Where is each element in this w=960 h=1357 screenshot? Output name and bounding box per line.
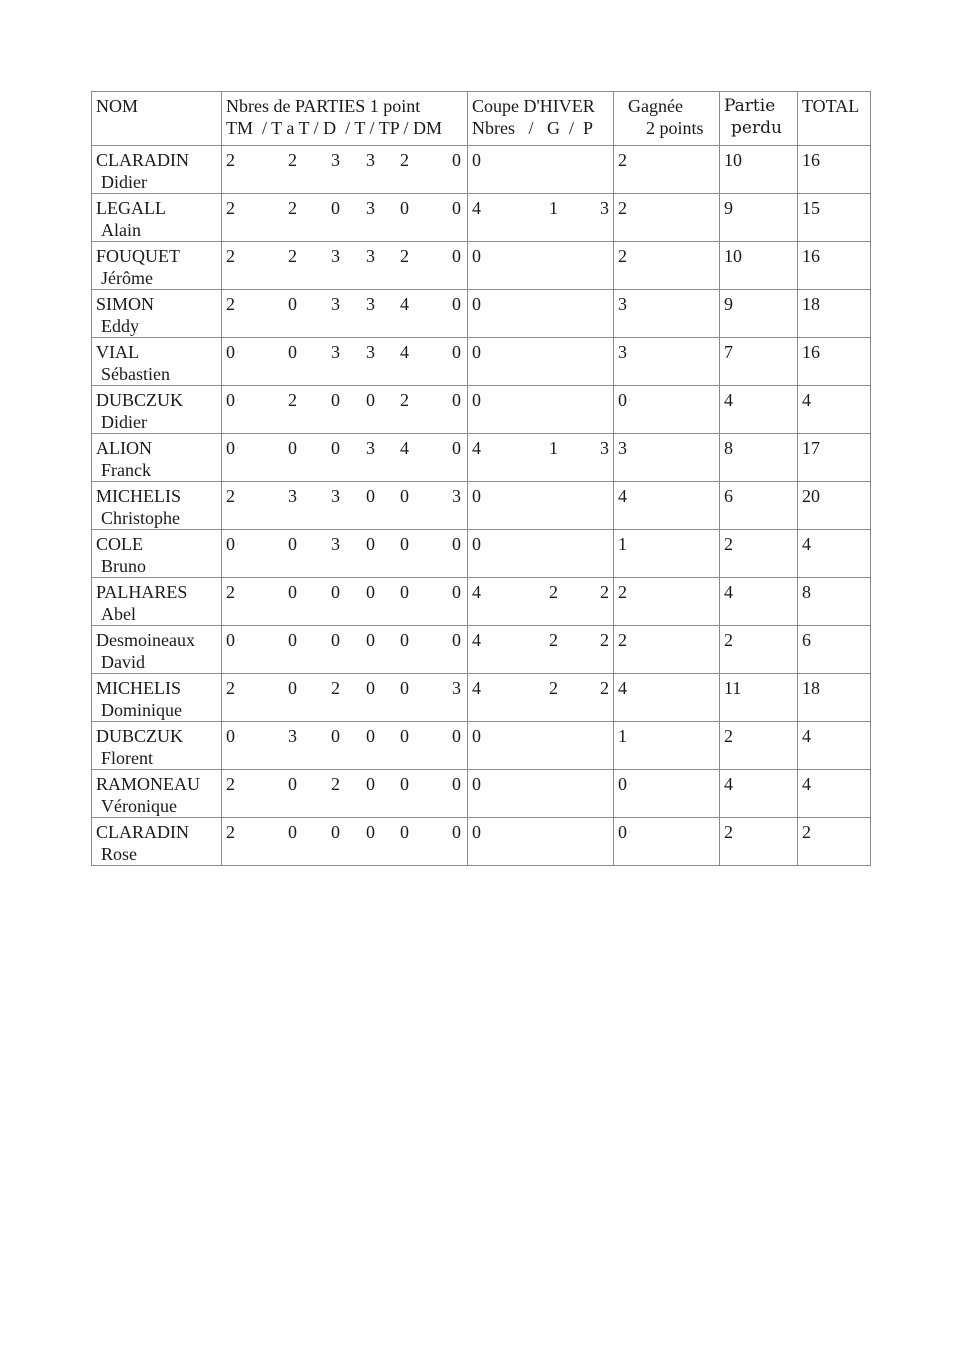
player-first-name: Eddy — [101, 316, 139, 336]
cell-total: 18 — [798, 674, 871, 722]
player-first-name: Bruno — [101, 556, 146, 576]
parties-dm: 0 — [452, 150, 461, 170]
parties-tp: 0 — [400, 726, 409, 746]
header-perdu-title: Partie — [724, 96, 776, 116]
parties-tat: 3 — [288, 726, 297, 746]
parties-t: 0 — [366, 822, 375, 842]
cell-gagnee: 4 — [614, 674, 720, 722]
player-last-name: FOUQUET — [96, 246, 180, 266]
parties-tat: 0 — [288, 342, 297, 362]
coupe-nbres: 0 — [472, 342, 481, 362]
header-row — [92, 92, 871, 146]
parties-dm: 0 — [452, 726, 461, 746]
parties-tat: 0 — [288, 294, 297, 314]
player-last-name: ALION — [96, 438, 152, 458]
table-row — [92, 146, 871, 194]
parties-tp: 0 — [400, 630, 409, 650]
coupe-nbres: 0 — [472, 246, 481, 266]
parties-t: 0 — [366, 582, 375, 602]
coupe-nbres: 0 — [472, 822, 481, 842]
cell-gagnee: 2 — [614, 242, 720, 290]
cell-nom — [92, 818, 222, 866]
table-row — [92, 386, 871, 434]
coupe-nbres: 0 — [472, 390, 481, 410]
parties-tm: 2 — [226, 486, 235, 506]
cell-parties — [222, 674, 468, 722]
player-last-name: LEGALL — [96, 198, 166, 218]
coupe-nbres: 0 — [472, 150, 481, 170]
parties-dm: 3 — [452, 678, 461, 698]
coupe-nbres: 0 — [472, 294, 481, 314]
parties-t: 0 — [366, 486, 375, 506]
parties-dm: 0 — [452, 774, 461, 794]
cell-nom — [92, 578, 222, 626]
cell-parties — [222, 626, 468, 674]
cell-perdu: 6 — [720, 482, 798, 530]
parties-d: 3 — [331, 486, 340, 506]
cell-total: 16 — [798, 242, 871, 290]
cell-coupe — [468, 242, 614, 290]
cell-gagnee: 2 — [614, 194, 720, 242]
cell-nom — [92, 530, 222, 578]
cell-perdu: 4 — [720, 386, 798, 434]
player-last-name: CLARADIN — [96, 150, 189, 170]
header-gagnee-points: 2 points — [646, 118, 704, 138]
parties-tm: 0 — [226, 534, 235, 554]
cell-nom — [92, 434, 222, 482]
parties-t: 0 — [366, 726, 375, 746]
parties-dm: 0 — [452, 246, 461, 266]
parties-tm: 2 — [226, 678, 235, 698]
parties-tat: 2 — [288, 246, 297, 266]
cell-coupe — [468, 722, 614, 770]
player-last-name: VIAL — [96, 342, 139, 362]
parties-d: 2 — [331, 774, 340, 794]
cell-parties — [222, 194, 468, 242]
parties-tat: 0 — [288, 582, 297, 602]
cell-total: 8 — [798, 578, 871, 626]
parties-d: 3 — [331, 294, 340, 314]
cell-perdu: 9 — [720, 290, 798, 338]
header-gagnee-title: Gagnée — [628, 96, 683, 116]
parties-t: 3 — [366, 246, 375, 266]
parties-d: 0 — [331, 630, 340, 650]
cell-coupe — [468, 290, 614, 338]
coupe-nbres: 4 — [472, 678, 481, 698]
cell-perdu: 11 — [720, 674, 798, 722]
header-total: TOTAL — [798, 92, 871, 146]
cell-coupe — [468, 194, 614, 242]
parties-tp: 0 — [400, 774, 409, 794]
parties-tm: 0 — [226, 726, 235, 746]
cell-perdu: 10 — [720, 242, 798, 290]
header-coupe — [468, 92, 614, 146]
player-first-name: Sébastien — [101, 364, 170, 384]
coupe-nbres: 0 — [472, 486, 481, 506]
parties-tat: 0 — [288, 822, 297, 842]
parties-tat: 2 — [288, 390, 297, 410]
parties-t: 3 — [366, 438, 375, 458]
cell-perdu: 8 — [720, 434, 798, 482]
parties-tm: 2 — [226, 294, 235, 314]
cell-parties — [222, 338, 468, 386]
player-last-name: CLARADIN — [96, 822, 189, 842]
parties-d: 0 — [331, 390, 340, 410]
player-first-name: Franck — [101, 460, 151, 480]
cell-parties — [222, 578, 468, 626]
cell-nom — [92, 338, 222, 386]
player-first-name: Dominique — [101, 700, 182, 720]
cell-total: 4 — [798, 722, 871, 770]
cell-gagnee: 3 — [614, 434, 720, 482]
cell-parties — [222, 146, 468, 194]
cell-parties — [222, 722, 468, 770]
header-coupe-title: Coupe D'HIVER — [472, 96, 595, 116]
cell-nom — [92, 626, 222, 674]
player-last-name: SIMON — [96, 294, 155, 314]
cell-gagnee: 0 — [614, 386, 720, 434]
player-first-name: Christophe — [101, 508, 180, 528]
cell-perdu: 9 — [720, 194, 798, 242]
parties-dm: 0 — [452, 582, 461, 602]
parties-tp: 2 — [400, 150, 409, 170]
parties-t: 0 — [366, 678, 375, 698]
parties-tm: 2 — [226, 246, 235, 266]
cell-gagnee: 0 — [614, 818, 720, 866]
cell-coupe — [468, 770, 614, 818]
parties-tm: 2 — [226, 198, 235, 218]
player-first-name: Abel — [101, 604, 136, 624]
parties-d: 0 — [331, 438, 340, 458]
table-row — [92, 290, 871, 338]
parties-tp: 0 — [400, 198, 409, 218]
header-gagnee — [614, 92, 720, 146]
parties-tat: 0 — [288, 678, 297, 698]
header-coupe-subcols: Nbres / G / P — [472, 118, 593, 138]
cell-coupe — [468, 386, 614, 434]
header-parties-subcols: TM / T a T / D / T / TP / DM — [226, 118, 443, 138]
cell-total: 16 — [798, 146, 871, 194]
coupe-p: 2 — [600, 630, 609, 650]
table-row — [92, 338, 871, 386]
parties-dm: 0 — [452, 294, 461, 314]
player-first-name: Didier — [101, 172, 147, 192]
parties-tp: 0 — [400, 822, 409, 842]
coupe-p: 2 — [600, 678, 609, 698]
parties-tp: 4 — [400, 438, 409, 458]
parties-tm: 0 — [226, 630, 235, 650]
cell-total: 18 — [798, 290, 871, 338]
parties-tat: 0 — [288, 774, 297, 794]
cell-gagnee: 2 — [614, 626, 720, 674]
cell-gagnee: 2 — [614, 578, 720, 626]
player-last-name: RAMONEAU — [96, 774, 201, 794]
parties-tm: 0 — [226, 342, 235, 362]
cell-coupe — [468, 338, 614, 386]
cell-total: 4 — [798, 386, 871, 434]
table-row — [92, 626, 871, 674]
parties-t: 3 — [366, 198, 375, 218]
parties-dm: 0 — [452, 630, 461, 650]
cell-coupe — [468, 818, 614, 866]
cell-perdu: 2 — [720, 818, 798, 866]
parties-dm: 0 — [452, 534, 461, 554]
cell-perdu: 2 — [720, 530, 798, 578]
cell-total: 17 — [798, 434, 871, 482]
player-first-name: David — [101, 652, 145, 672]
cell-parties — [222, 434, 468, 482]
player-first-name: Florent — [101, 748, 153, 768]
cell-parties — [222, 386, 468, 434]
table-row — [92, 674, 871, 722]
table-row — [92, 482, 871, 530]
cell-parties — [222, 482, 468, 530]
coupe-g: 2 — [549, 630, 558, 650]
cell-gagnee: 1 — [614, 530, 720, 578]
parties-tat: 0 — [288, 534, 297, 554]
parties-dm: 0 — [452, 198, 461, 218]
parties-dm: 0 — [452, 438, 461, 458]
player-first-name: Jérôme — [101, 268, 153, 288]
coupe-p: 3 — [600, 438, 609, 458]
parties-tp: 0 — [400, 582, 409, 602]
table-row — [92, 194, 871, 242]
cell-nom — [92, 722, 222, 770]
cell-coupe — [468, 434, 614, 482]
cell-total: 4 — [798, 770, 871, 818]
cell-total: 4 — [798, 530, 871, 578]
cell-coupe — [468, 578, 614, 626]
parties-t: 0 — [366, 630, 375, 650]
coupe-g: 1 — [549, 198, 558, 218]
coupe-p: 3 — [600, 198, 609, 218]
cell-gagnee: 2 — [614, 146, 720, 194]
cell-coupe — [468, 482, 614, 530]
cell-coupe — [468, 626, 614, 674]
cell-gagnee: 0 — [614, 770, 720, 818]
parties-t: 0 — [366, 774, 375, 794]
header-perdu — [720, 92, 798, 146]
parties-tp: 2 — [400, 390, 409, 410]
parties-d: 3 — [331, 150, 340, 170]
table-row — [92, 578, 871, 626]
coupe-nbres: 4 — [472, 438, 481, 458]
cell-parties — [222, 290, 468, 338]
cell-parties — [222, 770, 468, 818]
cell-total: 15 — [798, 194, 871, 242]
coupe-p: 2 — [600, 582, 609, 602]
cell-perdu: 7 — [720, 338, 798, 386]
player-first-name: Didier — [101, 412, 147, 432]
cell-nom — [92, 242, 222, 290]
cell-nom — [92, 482, 222, 530]
cell-total: 2 — [798, 818, 871, 866]
parties-t: 3 — [366, 342, 375, 362]
cell-perdu: 10 — [720, 146, 798, 194]
parties-d: 0 — [331, 582, 340, 602]
parties-t: 3 — [366, 150, 375, 170]
cell-parties — [222, 818, 468, 866]
player-last-name: DUBCZUK — [96, 726, 184, 746]
cell-nom — [92, 386, 222, 434]
parties-tm: 2 — [226, 822, 235, 842]
cell-nom — [92, 194, 222, 242]
cell-perdu: 4 — [720, 770, 798, 818]
parties-tp: 2 — [400, 246, 409, 266]
cell-coupe — [468, 146, 614, 194]
table-row — [92, 434, 871, 482]
table-row — [92, 770, 871, 818]
parties-d: 2 — [331, 678, 340, 698]
parties-dm: 0 — [452, 390, 461, 410]
player-first-name: Alain — [101, 220, 141, 240]
player-last-name: MICHELIS — [96, 678, 181, 698]
table-row — [92, 242, 871, 290]
cell-perdu: 2 — [720, 722, 798, 770]
parties-tm: 2 — [226, 774, 235, 794]
player-first-name: Rose — [101, 844, 137, 864]
cell-gagnee: 3 — [614, 338, 720, 386]
parties-tm: 2 — [226, 582, 235, 602]
parties-tp: 0 — [400, 678, 409, 698]
parties-t: 3 — [366, 294, 375, 314]
header-nom: NOM — [92, 92, 222, 146]
coupe-nbres: 0 — [472, 726, 481, 746]
parties-tat: 0 — [288, 438, 297, 458]
parties-t: 0 — [366, 390, 375, 410]
cell-coupe — [468, 674, 614, 722]
header-parties-title: Nbres de PARTIES 1 point — [226, 96, 421, 116]
parties-tp: 4 — [400, 342, 409, 362]
coupe-nbres: 0 — [472, 534, 481, 554]
cell-nom — [92, 290, 222, 338]
table-row — [92, 818, 871, 866]
parties-tat: 3 — [288, 486, 297, 506]
parties-tat: 2 — [288, 150, 297, 170]
parties-tat: 0 — [288, 630, 297, 650]
parties-tat: 2 — [288, 198, 297, 218]
parties-tp: 0 — [400, 534, 409, 554]
cell-total: 16 — [798, 338, 871, 386]
coupe-nbres: 4 — [472, 198, 481, 218]
player-last-name: DUBCZUK — [96, 390, 184, 410]
score-table — [91, 91, 871, 866]
coupe-nbres: 4 — [472, 582, 481, 602]
cell-nom — [92, 674, 222, 722]
parties-d: 0 — [331, 822, 340, 842]
parties-tp: 0 — [400, 486, 409, 506]
coupe-g: 2 — [549, 678, 558, 698]
parties-dm: 0 — [452, 342, 461, 362]
cell-parties — [222, 242, 468, 290]
table-row — [92, 530, 871, 578]
coupe-g: 1 — [549, 438, 558, 458]
header-perdu-sub: perdu — [731, 118, 782, 138]
parties-d: 3 — [331, 246, 340, 266]
parties-d: 0 — [331, 198, 340, 218]
header-parties — [222, 92, 468, 146]
parties-d: 3 — [331, 342, 340, 362]
parties-d: 0 — [331, 726, 340, 746]
parties-tm: 0 — [226, 390, 235, 410]
parties-t: 0 — [366, 534, 375, 554]
coupe-nbres: 0 — [472, 774, 481, 794]
parties-dm: 0 — [452, 822, 461, 842]
cell-nom — [92, 146, 222, 194]
table-row — [92, 722, 871, 770]
cell-gagnee: 4 — [614, 482, 720, 530]
coupe-nbres: 4 — [472, 630, 481, 650]
player-first-name: Véronique — [101, 796, 177, 816]
player-last-name: MICHELIS — [96, 486, 181, 506]
cell-perdu: 2 — [720, 626, 798, 674]
player-last-name: COLE — [96, 534, 143, 554]
coupe-g: 2 — [549, 582, 558, 602]
cell-gagnee: 3 — [614, 290, 720, 338]
cell-nom — [92, 770, 222, 818]
parties-tm: 2 — [226, 150, 235, 170]
parties-tp: 4 — [400, 294, 409, 314]
cell-total: 6 — [798, 626, 871, 674]
cell-parties — [222, 530, 468, 578]
parties-tm: 0 — [226, 438, 235, 458]
parties-d: 3 — [331, 534, 340, 554]
player-last-name: Desmoineaux — [96, 630, 195, 650]
cell-coupe — [468, 530, 614, 578]
player-last-name: PALHARES — [96, 582, 188, 602]
cell-perdu: 4 — [720, 578, 798, 626]
cell-total: 20 — [798, 482, 871, 530]
parties-dm: 3 — [452, 486, 461, 506]
cell-gagnee: 1 — [614, 722, 720, 770]
